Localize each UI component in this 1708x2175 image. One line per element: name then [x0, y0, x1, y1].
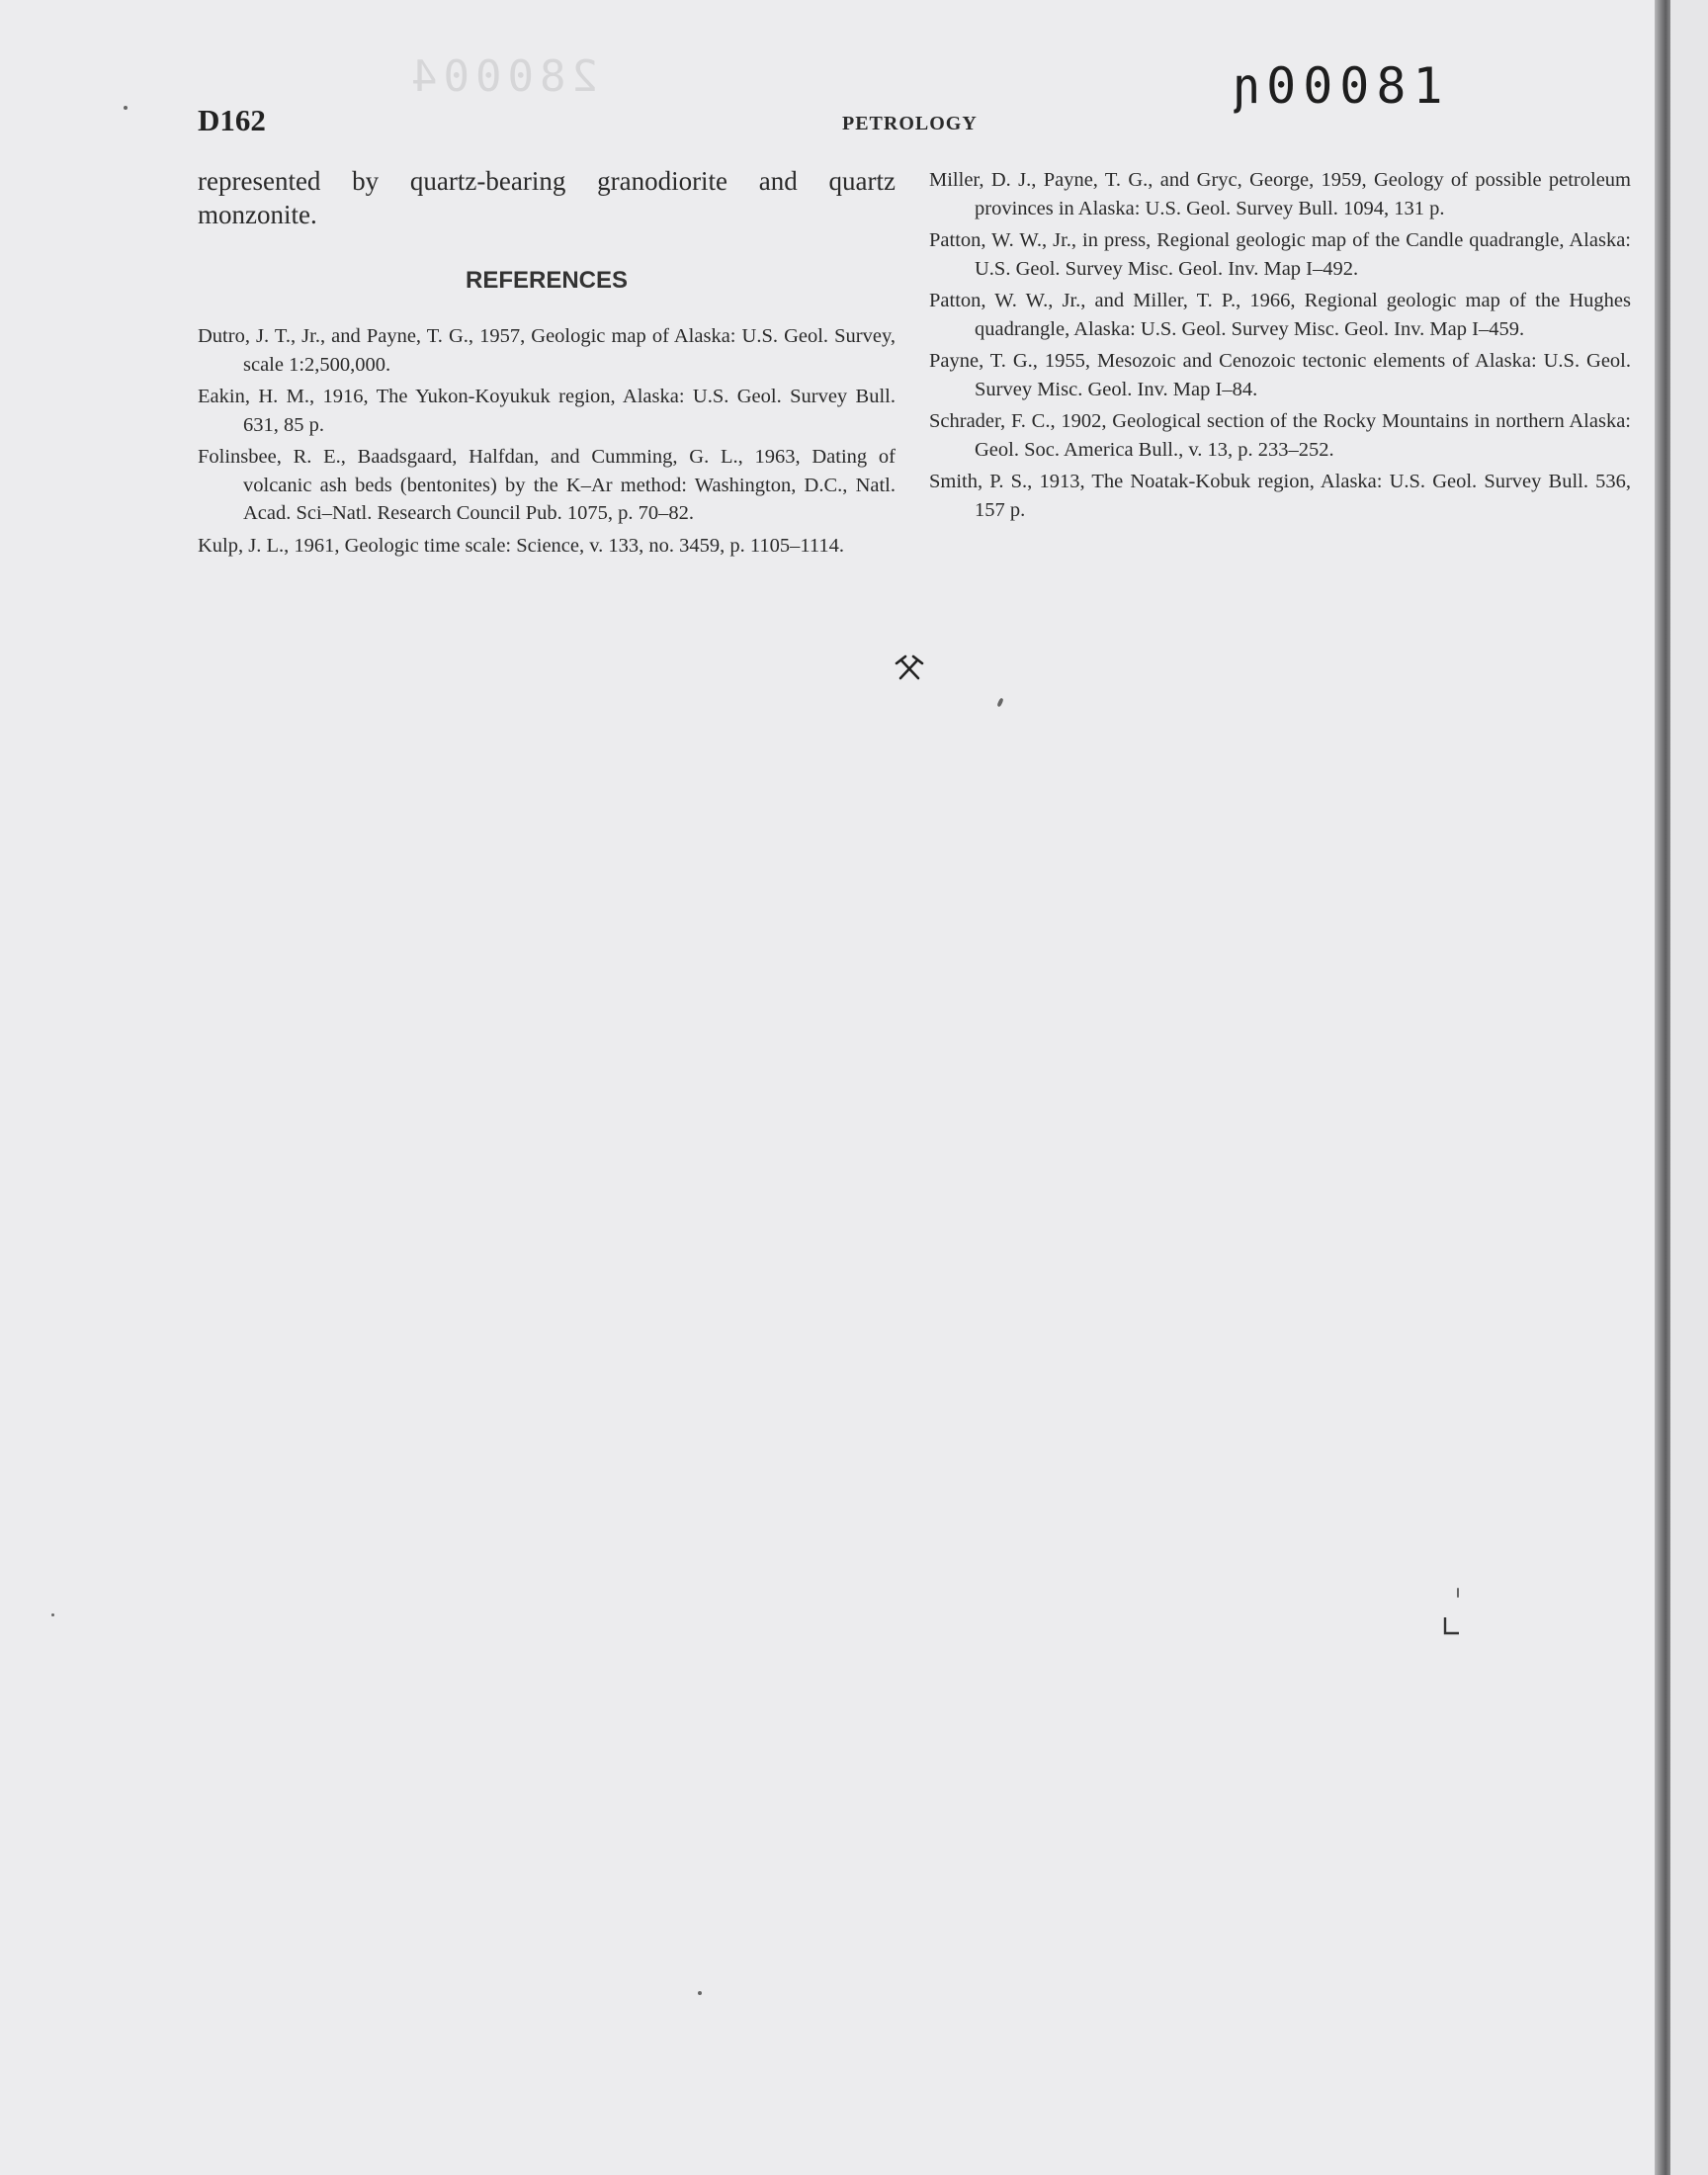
- page-number: D162: [198, 103, 266, 137]
- reference-entry: Patton, W. W., Jr., and Miller, T. P., 1966, Regional geologic map of the Hughes quadrangle, Alaska: U.S. Geol. Survey Misc. Geol. Inv. Map I–459.: [929, 290, 1631, 340]
- reference-entry: Payne, T. G., 1955, Mesozoic and Cenozoic tectonic elements of Alaska: U.S. Geol. Survey Misc. Geol. Inv. Map I–84.: [929, 350, 1631, 400]
- page-margin-beyond-edge: [1670, 0, 1708, 2175]
- scan-speck: [1457, 1588, 1459, 1598]
- running-head: PETROLOGY: [842, 113, 978, 134]
- bleed-through-stamp: 280004: [405, 51, 598, 102]
- scan-speck: [698, 1991, 702, 1995]
- left-column: [198, 164, 896, 564]
- reference-entry: Eakin, H. M., 1916, The Yukon-Koyukuk region, Alaska: U.S. Geol. Survey Bull. 631, 85 p.: [198, 386, 896, 436]
- reference-entry: Smith, P. S., 1913, The Noatak-Kobuk region, Alaska: U.S. Geol. Survey Bull. 536, 157 p.: [929, 471, 1631, 521]
- reference-entry: Folinsbee, R. E., Baadsgaard, Halfdan, and Cumming, G. L., 1963, Dating of volcanic ash beds (bentonites) by the K–Ar method: Washington, D.C., Natl. Acad. Sci–Natl. Research Council Pub. 1075, p. 70–82.: [198, 446, 896, 524]
- reference-entry: Miller, D. J., Payne, T. G., and Gryc, George, 1959, Geology of possible petroleum provinces in Alaska: U.S. Geol. Survey Bull. 1094, 131 p.: [929, 169, 1631, 219]
- reference-entry: Dutro, J. T., Jr., and Payne, T. G., 1957, Geologic map of Alaska: U.S. Geol. Survey, scale 1:2,500,000.: [198, 325, 896, 376]
- references-heading: REFERENCES: [465, 267, 629, 294]
- page-edge-shadow: [1655, 0, 1670, 2175]
- document-stamp-number: ɲ00081: [1230, 57, 1450, 115]
- reference-entry: Kulp, J. L., 1961, Geologic time scale: Science, v. 133, no. 3459, p. 1105–1114.: [198, 534, 844, 557]
- right-column: [929, 164, 1631, 528]
- crossed-hammers-icon: [894, 652, 925, 684]
- reference-entry: Patton, W. W., Jr., in press, Regional geologic map of the Candle quadrangle, Alaska: U.S. Geol. Survey Misc. Geol. Inv. Map I–492.: [929, 229, 1631, 280]
- intro-paragraph: represented by quartz-bearing granodiorite and quartz monzonite.: [198, 166, 896, 229]
- reference-entry: Schrader, F. C., 1902, Geological section of the Rocky Mountains in northern Alaska: Geol. Soc. America Bull., v. 13, p. 233–252.: [929, 410, 1631, 461]
- scan-speck: [124, 106, 128, 110]
- scan-speck: [51, 1613, 54, 1616]
- scan-mark: [1441, 1615, 1465, 1639]
- scan-speck: [996, 698, 1003, 708]
